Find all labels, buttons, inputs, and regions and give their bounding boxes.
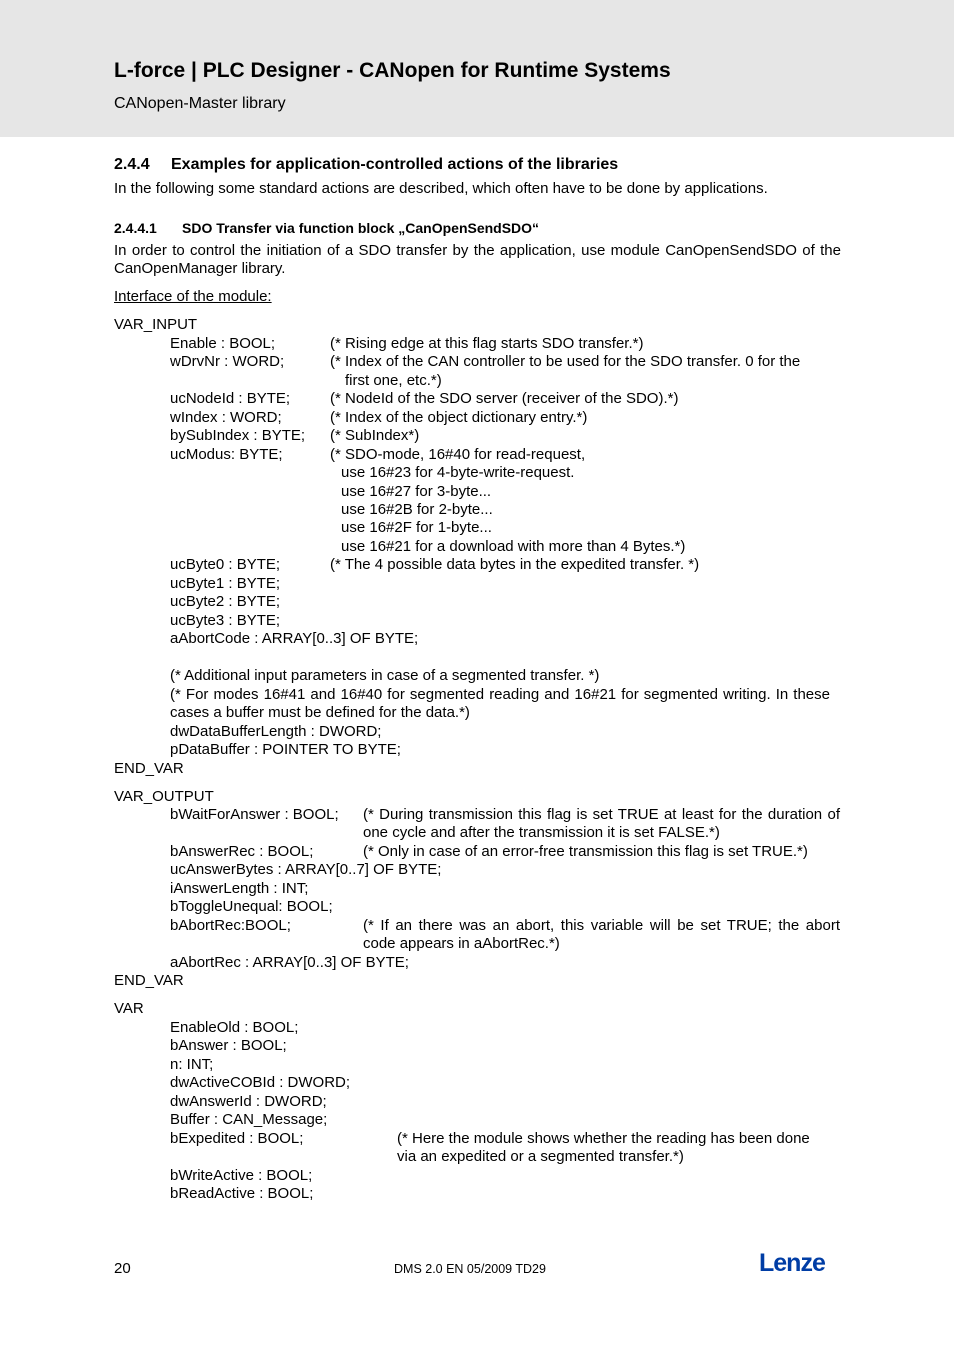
local-decl: bExpedited : BOOL; bbox=[170, 1130, 304, 1147]
page-number: 20 bbox=[114, 1260, 131, 1277]
section-intro: In the following some standard actions are described, which often have to be done by applications. bbox=[114, 180, 768, 197]
output-decl: aAbortRec : ARRAY[0..3] OF BYTE; bbox=[170, 954, 409, 971]
input-decl: Enable : BOOL; bbox=[170, 335, 276, 352]
input-comment: (* Index of the CAN controller to be used for the SDO transfer. 0 for the bbox=[330, 353, 801, 370]
local-decl: dwActiveCOBId : DWORD; bbox=[170, 1074, 351, 1091]
input-comment: (* Index of the object dictionary entry.*) bbox=[330, 409, 588, 426]
input-decl: ucNodeId : BYTE; bbox=[170, 390, 291, 407]
input-decl: aAbortCode : ARRAY[0..3] OF BYTE; bbox=[170, 630, 419, 647]
var-input-keyword: VAR_INPUT bbox=[114, 316, 198, 333]
output-decl: ucAnswerBytes : ARRAY[0..7] OF BYTE; bbox=[170, 861, 442, 878]
local-decl: bAnswer : BOOL; bbox=[170, 1037, 287, 1054]
document-subtitle: CANopen-Master library bbox=[114, 95, 286, 112]
output-decl: iAnswerLength : INT; bbox=[170, 880, 309, 897]
output-comment: (* During transmission this flag is set TRUE at least for the duration of one cycle and after the transmission it is set FALSE.*) bbox=[363, 806, 840, 841]
output-decl: bWaitForAnswer : BOOL; bbox=[170, 806, 339, 823]
local-comment: (* Here the module shows whether the reading has been done via an expedited or a segmented transfer.*) bbox=[397, 1130, 810, 1165]
var-keyword: VAR bbox=[114, 1000, 144, 1017]
local-decl: EnableOld : BOOL; bbox=[170, 1019, 299, 1036]
end-var-keyword: END_VAR bbox=[114, 760, 184, 777]
end-var-keyword: END_VAR bbox=[114, 972, 184, 989]
subsection-title: SDO Transfer via function block „CanOpenSendSDO“ bbox=[182, 220, 540, 236]
input-decl: wDrvNr : WORD; bbox=[170, 353, 285, 370]
output-decl: bAbortRec:BOOL; bbox=[170, 917, 291, 934]
segmented-note: (* For modes 16#41 and 16#40 for segmented reading and 16#21 for segmented writing. In these cases a buffer must be defined for the data.*) bbox=[170, 686, 830, 721]
section-number: 2.4.4 bbox=[114, 156, 150, 173]
output-comment: (* Only in case of an error-free transmission this flag is set TRUE.*) bbox=[363, 843, 808, 860]
input-decl: pDataBuffer : POINTER TO BYTE; bbox=[170, 741, 401, 758]
input-decl: dwDataBufferLength : DWORD; bbox=[170, 723, 382, 740]
input-decl: ucByte3 : BYTE; bbox=[170, 612, 281, 629]
input-decl: wIndex : WORD; bbox=[170, 409, 282, 426]
var-output-keyword: VAR_OUTPUT bbox=[114, 788, 214, 805]
modus-line: use 16#2B for 2-byte... bbox=[341, 501, 493, 518]
modus-line: use 16#2F for 1-byte... bbox=[341, 519, 492, 536]
input-decl: ucModus: BYTE; bbox=[170, 446, 283, 463]
subsection-intro: In order to control the initiation of a SDO transfer by the application, use module CanOpenSendSDO of the CanOpenManager library. bbox=[114, 242, 841, 277]
input-comment: (* NodeId of the SDO server (receiver of the SDO).*) bbox=[330, 390, 679, 407]
input-decl: ucByte0 : BYTE; bbox=[170, 556, 281, 573]
input-comment: (* The 4 possible data bytes in the expedited transfer. *) bbox=[330, 556, 700, 573]
output-decl: bAnswerRec : BOOL; bbox=[170, 843, 314, 860]
output-comment: (* If an there was an abort, this variable will be set TRUE; the abort code appears in aAbortRec.*) bbox=[363, 917, 840, 952]
local-decl: n: INT; bbox=[170, 1056, 214, 1073]
local-decl: bReadActive : BOOL; bbox=[170, 1185, 314, 1202]
segmented-note: (* Additional input parameters in case of a segmented transfer. *) bbox=[170, 667, 600, 684]
input-comment-continued: first one, etc.*) bbox=[345, 372, 442, 389]
input-comment: (* Rising edge at this flag starts SDO transfer.*) bbox=[330, 335, 644, 352]
input-decl: ucByte1 : BYTE; bbox=[170, 575, 281, 592]
section-title: Examples for application-controlled actions of the libraries bbox=[171, 156, 619, 173]
modus-line: use 16#23 for 4-byte-write-request. bbox=[341, 464, 575, 481]
local-decl: Buffer : CAN_Message; bbox=[170, 1111, 328, 1128]
input-decl: ucByte2 : BYTE; bbox=[170, 593, 281, 610]
modus-line: use 16#21 for a download with more than 4 Bytes.*) bbox=[341, 538, 686, 555]
page-header bbox=[0, 0, 954, 137]
lenze-logo: Lenze bbox=[759, 1249, 825, 1277]
input-comment: (* SubIndex*) bbox=[330, 427, 420, 444]
subsection-number: 2.4.4.1 bbox=[114, 220, 157, 236]
input-comment: (* SDO-mode, 16#40 for read-request, bbox=[330, 446, 586, 463]
local-decl: bWriteActive : BOOL; bbox=[170, 1167, 313, 1184]
input-decl: bySubIndex : BYTE; bbox=[170, 427, 306, 444]
document-id: DMS 2.0 EN 05/2009 TD29 bbox=[394, 1262, 546, 1276]
output-decl: bToggleUnequal: BOOL; bbox=[170, 898, 333, 915]
interface-label: Interface of the module: bbox=[114, 288, 272, 305]
document-title: L-force | PLC Designer - CANopen for Runtime Systems bbox=[114, 59, 671, 82]
local-decl: dwAnswerId : DWORD; bbox=[170, 1093, 327, 1110]
modus-line: use 16#27 for 3-byte... bbox=[341, 483, 492, 500]
